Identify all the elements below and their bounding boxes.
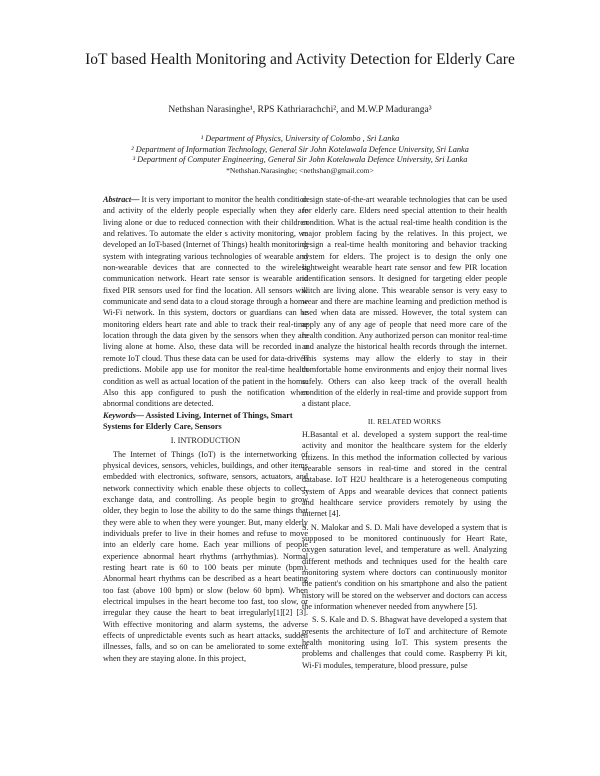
keywords-text: Assisted Living, Internet of Things, Smart Systems for Elderly Care, Sensors — [103, 410, 293, 431]
related-works-paragraph-1: H.Basantal et al. developed a system support the real-time activity and monitor the healthcare system for the elderly citizens. In this method the information collected by various wearable sensors in real-time and stored in the central database. IoT H2U healthcare is a heterogeneous computing system of Apps and wearable devices that connect patients and healthcare service providers remotely by using the internet [4]. — [302, 429, 507, 519]
introduction-continued-paragraph: design state-of-the-art wearable technologies that can be used for elderly care. Elders need special attention to their health condition. What is the actual real-time health condition is the major problem facing by the relatives. In this project, we design a real-time health monitoring and behavior tracking system for elders. The project is to design the only one lightweight wearable heart rate sensor and few PIR location identification sensors. It designed for targeting elder people witch are living alone. This wearable sensor is very easy to wear and there are machine learning and prediction method is used when data are missed. However, the total system can apply any of any age of people that need more care of the health condition. Any authorized person can monitor real-time and analyze the historical health records through the internet. This systems may allow the elderly to stay in their comfortable home environments and enjoy their normal lives safely. Others can also keep track of the overall health condition of the elderly in real-time and provide support from a distant place. — [302, 195, 507, 409]
abstract-label: Abstract— — [103, 195, 140, 204]
corresponding-email: *Nethshan.Narasinghe; <nethshan@gmail.com> — [226, 165, 374, 175]
abstract-text: It is very important to monitor the health condition and activity of the elderly people especially when they are living alone or due to reduced connection with their children and relatives. To automate the elder s activity monitoring, we developed an IoT-based (Internet of Things) health monitoring system with integrating various technologies of wearable and non-wearable devices that are connected to the wireless communication network. Heart rate sensor is wearable and fixed PIR sensors used for find the location. All sensors will communicate and send data to a cloud storage through a home Wi-Fi network. In this system, doctors or guardians can be monitoring elders heart rate and able to track their real-time location through the data given by the sensors when they are living alone at home. Also, these data will be recorded in a remote IoT cloud. Thus these data can be used for data-driven predictions. Mobile app use for monitor the real-time health condition as well as actual location of the patient in the home. Also this app configured to push the notification when abnormal conditions are detected. — [103, 195, 309, 409]
keywords-label: Keywords— — [103, 410, 144, 420]
section-heading-related-works: II. RELATED WORKS — [367, 416, 442, 426]
affiliation-2: ² Department of Information Technology, General Sir John Kotelawala Defence University, Sri Lanka — [131, 144, 469, 154]
affiliation-3: ³ Department of Computer Engineering, General Sir John Kotelawala Defence University, Sri Lanka — [132, 155, 468, 165]
right-column — [302, 194, 507, 671]
paper-title: IoT based Health Monitoring and Activity Detection for Elderly Care — [85, 51, 515, 68]
introduction-paragraph: The Internet of Things (IoT) is the internetworking of physical devices, sensors, vehicles, buildings, and other items embedded with electronics, software, sensors, actuators, and network connectivity which enable these objects to collect, exchange data, and controlling. As people begin to grow older, they begin to lose the ability to do the same things that they were able to when they were younger. But, many elderly individuals prefer to live in their homes and refuse to move into an elderly care home. Each year millions of people experience abnormal heart rhythms (arrhythmias). Normal resting heart rate is 60 to 100 beats per minute (bpm). Abnormal heart rhythms can be described as a heart beating too fast (above 100 bpm) or slow (below 60 bpm). When electrical impulses in the heart become too fast, too slow, or irregular they cause the heart to beat irregularly[1][2] [3]. With effective monitoring and alarm systems, the adverse effects of unpredictable events such as heart attacks, sudden illnesses, falls, and so on can be ameliorated to some extent when they are staying alone. In this project, — [103, 449, 308, 663]
related-works-paragraph-3: S. S. Kale and D. S. Bhagwat have developed a system that presents the architecture of IoT and architecture of Remote health monitoring using IoT. This system presents the problems and challenges that could come. Raspberry Pi kit, Wi-Fi modules, temperature, blood pressure, pulse — [302, 615, 507, 670]
affiliations — [60, 134, 540, 176]
related-works-paragraph-2: S. N. Malokar and S. D. Mali have developed a system that is supposed to be monitored continuously for Heart Rate, oxygen saturation level, and temperature as well. Analyzing different methods and techniques used for the health care monitoring system where doctors can continuously monitor the patient's condition on his smartphone and also the patient history will be stored on the webserver and doctors can access the information whenever needed from anywhere [5]. — [302, 522, 507, 612]
affiliation-1: ¹ Department of Physics, University of Colombo , Sri Lanka — [200, 134, 400, 143]
section-heading-introduction: I. INTRODUCTION — [170, 436, 241, 446]
left-column — [103, 194, 308, 664]
keywords — [103, 410, 308, 433]
abstract — [103, 194, 308, 410]
author-list: Nethshan Narasinghe¹, RPS Kathriarachchi², and M.W.P Maduranga³ — [168, 105, 432, 115]
